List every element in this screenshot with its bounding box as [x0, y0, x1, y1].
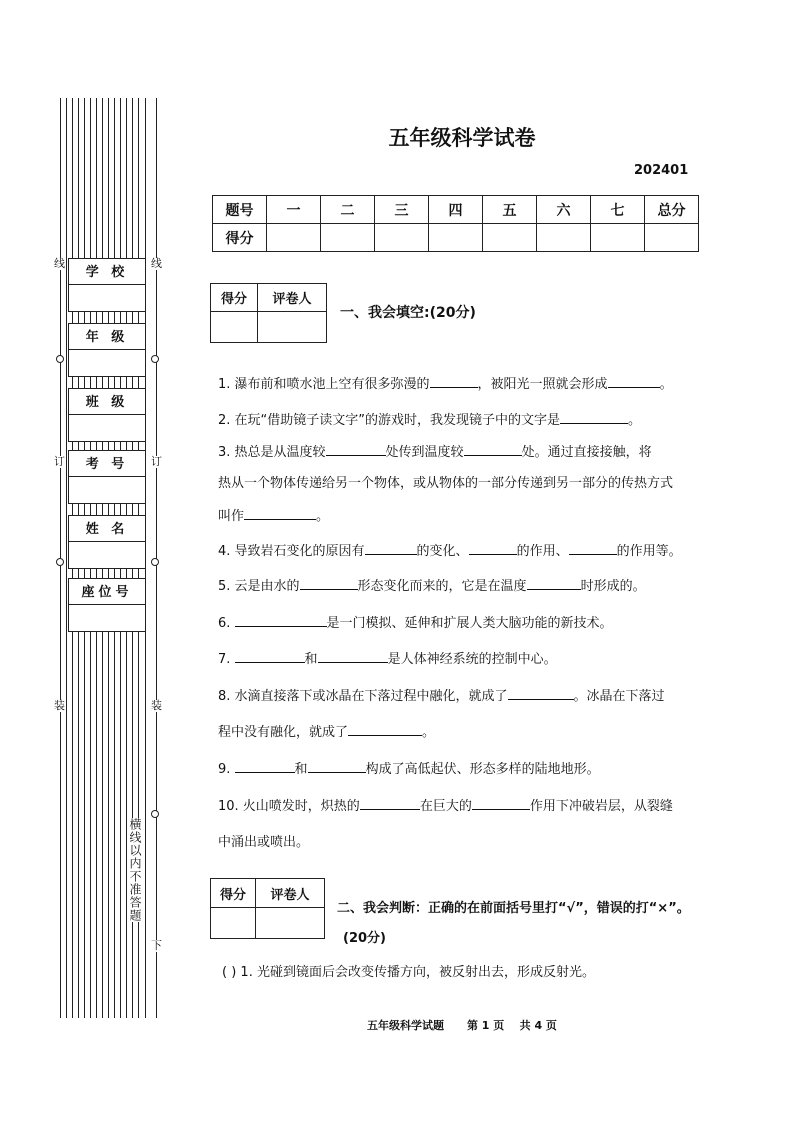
grader-reviewer-cell[interactable] [258, 312, 327, 343]
question-8-line-2 [218, 723, 435, 742]
question-text: 时形成的。 [580, 579, 646, 594]
question-text: 是一门模拟、延伸和扩展人类大脑功能的新技术。 [326, 616, 613, 631]
question-text: 构成了高低起伏、形态多样的陆地地形。 [365, 762, 600, 777]
question-6 [218, 614, 613, 633]
score-cell[interactable] [591, 224, 645, 252]
score-cell[interactable] [375, 224, 429, 252]
page-title: 五年级科学试卷 [388, 126, 536, 150]
answer-blank[interactable] [360, 797, 420, 810]
score-table-header-row [213, 196, 699, 224]
question-text: 形态变化而来的，它是在温度 [357, 579, 527, 594]
question-4 [218, 542, 682, 561]
answer-blank[interactable] [318, 650, 388, 663]
question-text: 在巨大的 [419, 799, 472, 814]
grader-score-cell[interactable] [211, 908, 256, 939]
exam-number-label: 考 号 [68, 450, 146, 477]
question-text: 。 [316, 509, 330, 524]
answer-bracket[interactable]: ( ) [222, 965, 237, 980]
answer-blank[interactable] [235, 650, 305, 663]
score-header-cell: 四 [429, 196, 483, 224]
question-text: 中涌出或喷出。 [218, 835, 310, 850]
question-10 [218, 797, 673, 816]
score-header-cell: 五 [483, 196, 537, 224]
question-text: 和 [304, 652, 318, 667]
answer-blank[interactable] [560, 411, 628, 424]
binding-hole-icon [151, 558, 159, 566]
score-cell[interactable] [429, 224, 483, 252]
seat-number-field[interactable] [68, 605, 146, 632]
question-text: 2. 在玩“借助镜子读文字”的游戏时，我发现镜子中的文字是 [218, 413, 561, 428]
question-9 [218, 760, 600, 779]
judge-item-1 [222, 961, 595, 980]
question-text: 8. 水滴直接落下或冰晶在下落过程中融化，就成了 [218, 689, 508, 704]
score-header-cell: 六 [537, 196, 591, 224]
binding-mark: 订 [151, 455, 162, 468]
answer-blank[interactable] [348, 723, 422, 736]
question-8 [218, 687, 665, 706]
question-3 [218, 443, 652, 462]
grader-score-cell[interactable] [211, 312, 258, 343]
grader-reviewer-cell[interactable] [256, 908, 325, 939]
answer-blank[interactable] [472, 797, 530, 810]
section2-heading: 二、我会判断：正确的在前面括号里打“√”，错误的打“×”。 [337, 901, 690, 916]
binding-mark: 线 [54, 257, 65, 270]
answer-blank[interactable] [430, 375, 478, 388]
answer-blank[interactable] [308, 760, 366, 773]
score-cell[interactable] [267, 224, 321, 252]
question-text: 和 [294, 762, 308, 777]
binding-mark: 线 [151, 257, 162, 270]
binding-mark: 下 [151, 939, 162, 952]
answer-blank[interactable] [527, 577, 581, 590]
score-table-score-row [213, 224, 699, 252]
binding-line [66, 98, 67, 1018]
score-header-cell: 题号 [213, 196, 267, 224]
school-label: 学 校 [68, 258, 146, 285]
class-field[interactable] [68, 415, 146, 442]
question-2 [218, 411, 641, 430]
answer-blank[interactable] [235, 760, 295, 773]
question-text: 处。通过直接接触，将 [521, 445, 652, 460]
score-cell[interactable] [537, 224, 591, 252]
question-text: 叫作 [218, 509, 245, 524]
question-7 [218, 650, 557, 669]
section2-grader-box [210, 878, 325, 939]
answer-blank[interactable] [365, 542, 417, 555]
question-text: 1. 光碰到镜面后会改变传播方向，被反射出去，形成反射光。 [240, 965, 595, 980]
binding-mark: 装 [54, 699, 65, 712]
answer-blank[interactable] [244, 507, 316, 520]
question-text: 6. [218, 616, 235, 631]
binding-hole-icon [56, 558, 64, 566]
question-3-line-3 [218, 507, 329, 526]
seat-number-label: 座位号 [68, 578, 146, 605]
question-text: 热从一个物体传递给另一个物体，或从物体的一部分传递到另一部分的传热方式 [218, 476, 674, 491]
question-text: 3. 热总是从温度较 [218, 445, 326, 460]
score-header-cell: 二 [321, 196, 375, 224]
score-table [212, 195, 699, 252]
question-3-line-2 [218, 475, 673, 493]
page-footer: 五年级科学试题 第 1 页 共 4 页 [367, 1019, 557, 1032]
question-5 [218, 577, 646, 596]
answer-blank[interactable] [326, 443, 386, 456]
no-answer-notice: 横线以内不准答题 [128, 818, 142, 922]
score-header-cell: 三 [375, 196, 429, 224]
school-field[interactable] [68, 285, 146, 312]
question-1 [218, 375, 673, 394]
question-text: 的作用、 [516, 544, 569, 559]
answer-blank[interactable] [569, 542, 617, 555]
grade-label: 年 级 [68, 323, 146, 350]
question-text: ，被阳光一照就会形成 [477, 377, 608, 392]
answer-blank[interactable] [469, 542, 517, 555]
score-row-label: 得分 [213, 224, 267, 252]
score-header-cell: 一 [267, 196, 321, 224]
binding-hole-icon [151, 355, 159, 363]
exam-number-field[interactable] [68, 477, 146, 504]
answer-blank[interactable] [608, 375, 660, 388]
grade-field[interactable] [68, 350, 146, 377]
grader-score-label: 得分 [211, 284, 258, 312]
question-text: 10. 火山喷发时，炽热的 [218, 799, 360, 814]
question-text: 的变化、 [416, 544, 469, 559]
question-text: 。冰晶在下落过 [573, 689, 665, 704]
name-field[interactable] [68, 542, 146, 569]
name-label: 姓 名 [68, 515, 146, 542]
answer-blank[interactable] [508, 687, 574, 700]
score-header-cell: 总分 [645, 196, 699, 224]
answer-blank[interactable] [235, 614, 327, 627]
score-cell[interactable] [645, 224, 699, 252]
score-header-cell: 七 [591, 196, 645, 224]
question-text: 程中没有融化，就成了 [218, 725, 349, 740]
question-text: 。 [659, 377, 673, 392]
question-text: 9. [218, 762, 235, 777]
question-text: 7. [218, 652, 235, 667]
binding-mark: 装 [151, 699, 162, 712]
binding-hole-icon [151, 810, 159, 818]
answer-blank[interactable] [300, 577, 358, 590]
section2-score: (20分) [343, 931, 386, 946]
binding-mark: 订 [54, 455, 65, 468]
question-10-line-2 [218, 834, 309, 852]
score-cell[interactable] [321, 224, 375, 252]
grader-score-label: 得分 [211, 879, 256, 908]
question-text: 。 [628, 413, 642, 428]
question-text: 是人体神经系统的控制中心。 [387, 652, 557, 667]
question-text: 。 [422, 725, 436, 740]
answer-blank[interactable] [464, 443, 522, 456]
question-text: 5. 云是由水的 [218, 579, 300, 594]
section1-grader-box [210, 283, 327, 343]
exam-code: 202401 [634, 163, 689, 178]
question-text: 1. 瀑布前和喷水池上空有很多弥漫的 [218, 377, 430, 392]
question-text: 的作用等。 [616, 544, 682, 559]
question-text: 4. 导致岩石变化的原因有 [218, 544, 365, 559]
section1-heading: 一、我会填空:(20分) [340, 305, 476, 321]
grader-reviewer-label: 评卷人 [256, 879, 325, 908]
question-text: 作用下冲破岩层，从裂缝 [529, 799, 673, 814]
class-label: 班 级 [68, 388, 146, 415]
binding-hole-icon [56, 355, 64, 363]
score-cell[interactable] [483, 224, 537, 252]
question-text: 处传到温度较 [385, 445, 464, 460]
grader-reviewer-label: 评卷人 [258, 284, 327, 312]
